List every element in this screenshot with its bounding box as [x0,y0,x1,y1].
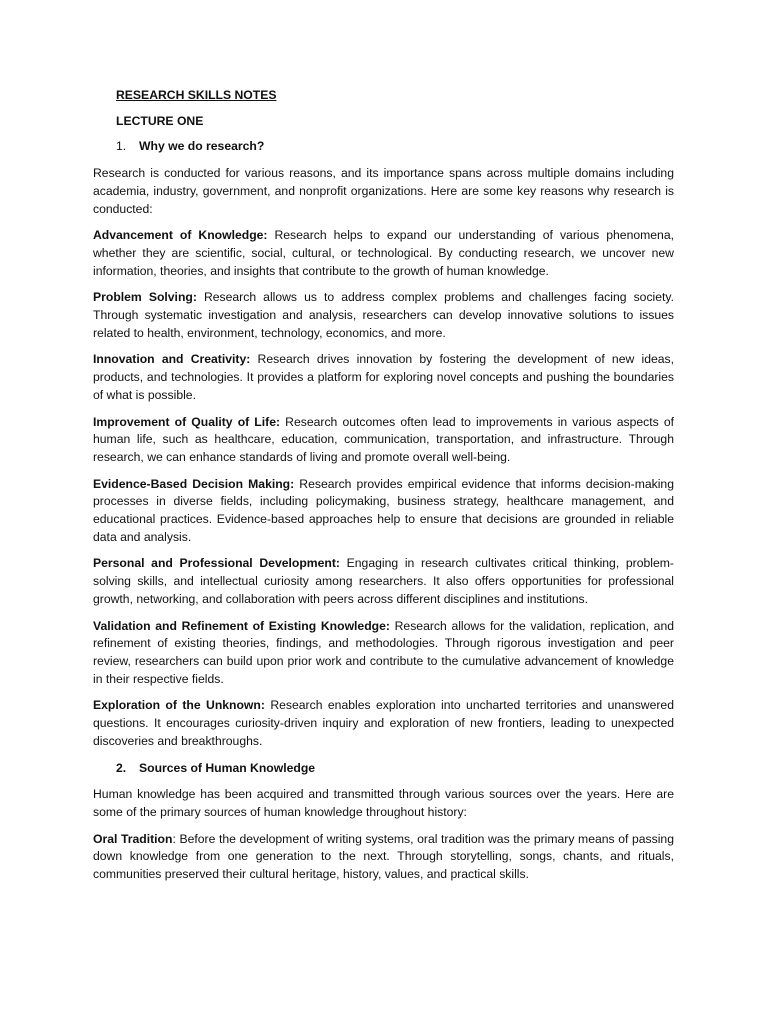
reason-text: Research provides empirical evidence that informs decision-making processes in diverse fields, including policymaking, business strategy, healthcare management, and educational practices. Evidence-based approaches help to ensure that decisions are grounded in reliable data and analysis. [93,476,674,544]
reason-text: Research helps to expand our understanding of various phenomena, whether they are scientific, social, cultural, or technological. By conducting research, we uncover new information, theories, and insights that contribute to the growth of human knowledge. [93,228,674,278]
reason-text: Research outcomes often lead to improvements in various aspects of human life, such as healthcare, education, communication, transportation, and infrastructure. Through research, we can enhance standards of living and promote overall well-being. [93,414,674,464]
reason-term: Personal and Professional Development: [93,556,340,571]
section-heading [116,138,674,156]
reason-term: Advancement of Knowledge: [93,228,268,243]
reason-paragraph [93,351,674,404]
reason-paragraph [93,555,674,608]
reason-text: Engaging in research cultivates critical thinking, problem-solving skills, and intellectual curiosity among researchers. It also offers opportunities for professional growth, networking, and collaboration with peers across different disciplines and institutions. [93,556,674,606]
reason-term: Exploration of the Unknown: [93,698,265,713]
document-body [93,87,674,893]
section-title: Sources of Human Knowledge [139,760,316,775]
reason-paragraph [93,476,674,547]
section-number: 1. [116,139,127,154]
source-text: : Before the development of writing systems, oral tradition was the primary means of passing down knowledge from one generation to the next. Through storytelling, songs, chants, and rituals, communities preserved their cultural heritage, history, values, and practical skills. [93,831,674,882]
reason-term: Validation and Refinement of Existing Knowledge: [93,618,390,633]
reason-paragraph [93,289,674,342]
source-term: Oral Tradition [93,831,173,846]
reason-text: Research allows for the validation, replication, and refinement of existing theories, findings, and methodologies. Through rigorous investigation and peer review, researchers can build upon prior work and contribute to the cumulative advancement of knowledge in their respective fields. [93,618,674,686]
reason-term: Improvement of Quality of Life: [93,414,281,429]
reason-term: Problem Solving: [93,290,197,305]
section-intro: Research is conducted for various reasons, and its importance spans across multiple domains including academia, industry, government, and nonprofit organizations. Here are some key reasons why research is conducted: [93,166,674,216]
reason-term: Evidence-Based Decision Making: [93,476,295,491]
reason-term: Innovation and Creativity: [93,352,251,367]
source-paragraph [93,831,674,884]
reason-paragraph [93,697,674,750]
section-title: Why we do research? [139,139,265,154]
section-number: 2. [116,760,127,775]
lecture-heading: LECTURE ONE [116,113,204,128]
document-title: RESEARCH SKILLS NOTES [116,88,277,102]
reason-paragraph [93,618,674,689]
reason-paragraph [93,227,674,280]
reason-text: Research drives innovation by fostering the development of new ideas, products, and technologies. It provides a platform for exploring novel concepts and pushing the boundaries of what is possible. [93,352,675,402]
reason-text: Research enables exploration into uncharted territories and unanswered questions. It encourages curiosity-driven inquiry and exploration of new frontiers, leading to unexpected discoveries and breakthroughs. [93,698,674,748]
section-heading [116,760,674,778]
reason-paragraph [93,414,674,467]
reason-text: Research allows us to address complex problems and challenges facing society. Through systematic investigation and analysis, researchers can develop innovative solutions to issues related to health, environment, technology, economics, and more. [93,290,674,340]
section-intro: Human knowledge has been acquired and transmitted through various sources over the years. Here are some of the primary sources of human knowledge throughout history: [93,787,674,819]
